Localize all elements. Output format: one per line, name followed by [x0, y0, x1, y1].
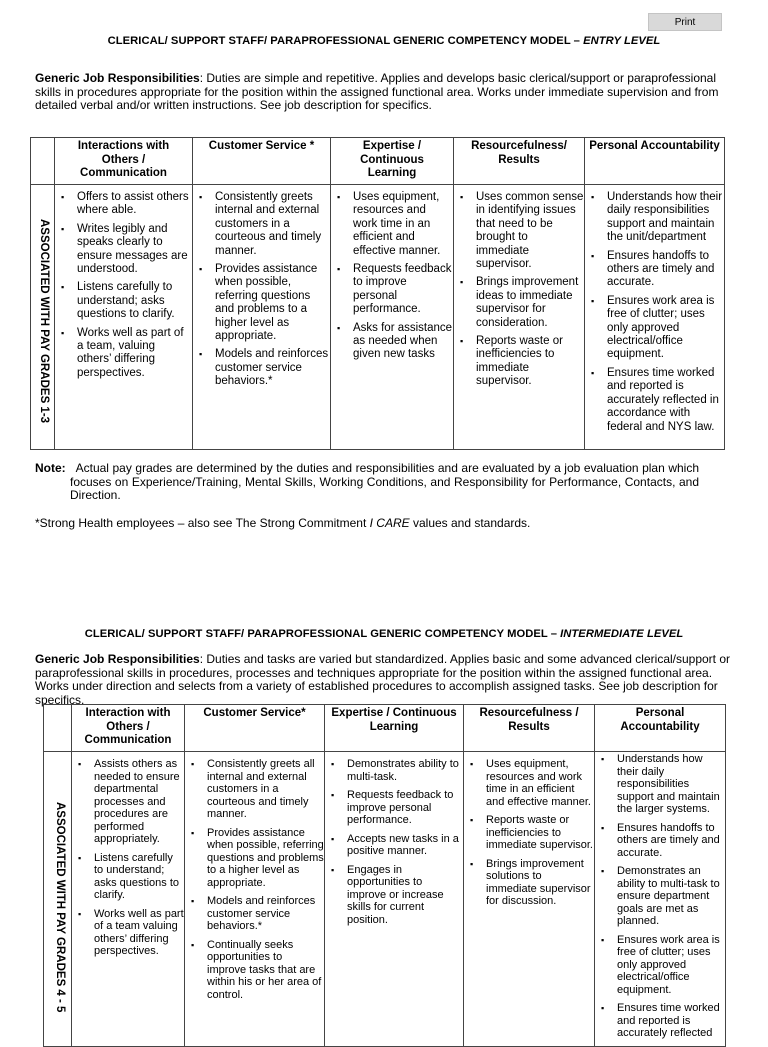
- list-item: ▪ Continually seeks opportunities to improve tasks that are within his or her area of control.: [185, 939, 324, 1002]
- list-item: ▪ Brings improvement solutions to immediate supervisor for discussion.: [464, 858, 594, 908]
- section1-col-0: [55, 185, 193, 450]
- section1-title-level: ENTRY LEVEL: [583, 35, 661, 47]
- list-item: ▪ Understands how their daily responsibilities support and maintain the larger systems.: [595, 753, 725, 816]
- section1-col-4: [585, 185, 725, 450]
- section2-side-cell: [44, 752, 72, 1047]
- list-item: ▪ Offers to assist others where able.: [55, 191, 192, 218]
- strong-care: I CARE: [369, 516, 410, 530]
- section1-title-main: CLERICAL/ SUPPORT STAFF/ PARAPROFESSIONAL GENERIC COMPETENCY MODEL –: [107, 35, 584, 47]
- list-item: ▪ Consistently greets internal and external customers in a courteous and timely manner.: [193, 191, 330, 258]
- list-item: ▪ Ensures handoffs to others are timely and accurate.: [585, 250, 724, 290]
- section2-header-2: Expertise / Continuous Learning: [325, 705, 464, 752]
- section2-col-1: [185, 752, 325, 1047]
- section2-header-4: Personal Accountability: [595, 705, 726, 752]
- list-item: ▪ Works well as part of a team, valuing others’ differing perspectives.: [55, 327, 192, 381]
- section1-competency-table: [30, 137, 725, 450]
- list-item: ▪ Provides assistance when possible, referring questions and problems to a higher level as appropriate.: [185, 827, 324, 890]
- section2-header-row: [44, 705, 726, 752]
- strong-health-note: [35, 516, 530, 530]
- section2-header-1: Customer Service*: [185, 705, 325, 752]
- list-item: ▪ Ensures work area is free of clutter; uses only approved electrical/office equipment.: [595, 934, 725, 997]
- section2-responsibilities: [35, 653, 733, 707]
- section2-title-main: CLERICAL/ SUPPORT STAFF/ PARAPROFESSIONAL GENERIC COMPETENCY MODEL –: [84, 628, 561, 640]
- section1-header-3: Resourcefulness/ Results: [454, 138, 585, 185]
- section1-col-1: [193, 185, 331, 450]
- section1-header-2: Expertise / Continuous Learning: [331, 138, 454, 185]
- list-item: ▪ Writes legibly and speaks clearly to ensure messages are understood.: [55, 223, 192, 277]
- section2-col-0: [72, 752, 185, 1047]
- list-item: ▪ Demonstrates ability to multi-task.: [325, 758, 463, 783]
- list-item: ▪ Uses equipment, resources and work time in an efficient and effective manner.: [464, 758, 594, 808]
- section2-title: [0, 628, 768, 640]
- list-item: ▪ Demonstrates an ability to multi-task to ensure department goals are met as planned.: [595, 865, 725, 928]
- section2-header-0: Interaction with Others / Communication: [72, 705, 185, 752]
- list-item: ▪ Engages in opportunities to improve or increase skills for current position.: [325, 864, 463, 927]
- list-item: ▪ Listens carefully to understand; asks questions to clarify.: [72, 852, 184, 902]
- list-item: ▪ Models and reinforces customer service behaviors.*: [185, 895, 324, 933]
- list-item: ▪ Ensures time worked and reported is accurately reflected in accordance with federal and NYS law.: [585, 367, 724, 434]
- section2-competency-table: [43, 704, 726, 1047]
- section2-resp-text: : Duties and tasks are varied but standardized. Applies basic and some advanced clerical/support or paraprofessional skills in procedures, processes and techniques appropriate for the position within the assigned functional area. Works under direction and selects from a variety of established procedures to accomplish assigned tasks. See job description for specifics.: [35, 652, 731, 707]
- section1-col-2: [331, 185, 454, 450]
- section2-header-blank: [44, 705, 72, 752]
- section2-body-row: [44, 752, 726, 1047]
- list-item: ▪ Reports waste or inefficiencies to immediate supervisor.: [464, 814, 594, 852]
- note-label: Note:: [35, 461, 66, 475]
- section1-header-0: Interactions with Others / Communication: [55, 138, 193, 185]
- list-item: ▪ Requests feedback to improve personal performance.: [331, 263, 453, 317]
- section2-col-3: [464, 752, 595, 1047]
- list-item: ▪ Understands how their daily responsibilities support and maintain the unit/department: [585, 191, 724, 245]
- section2-resp-label: Generic Job Responsibilities: [35, 652, 200, 666]
- section1-header-blank: [31, 138, 55, 185]
- list-item: ▪ Ensures time worked and reported is accurately reflected: [595, 1002, 725, 1040]
- section1-note: [35, 462, 699, 503]
- print-button[interactable]: Print: [648, 13, 722, 31]
- list-item: ▪ Asks for assistance as needed when given new tasks: [331, 322, 453, 362]
- list-item: ▪ Uses equipment, resources and work time in an efficient and effective manner.: [331, 191, 453, 258]
- section1-resp-text: : Duties are simple and repetitive. Applies and develops basic clerical/support or paraprofessional skills in procedures appropriate for the position within the assigned functional area. Works under immediate supervision and from detailed verbal and/or written instructions. See job description for specifics.: [35, 71, 719, 112]
- section1-col-3: [454, 185, 585, 450]
- section1-side-cell: [31, 185, 55, 450]
- list-item: ▪ Ensures handoffs to others are timely and accurate.: [595, 822, 725, 860]
- list-item: ▪ Provides assistance when possible, referring questions and problems to a higher level as appropriate.: [193, 263, 330, 343]
- list-item: ▪ Consistently greets all internal and external customers in a courteous and timely manner.: [185, 758, 324, 821]
- section2-col-2: [325, 752, 464, 1047]
- strong-suffix: values and standards.: [409, 516, 531, 530]
- list-item: ▪ Listens carefully to understand; asks questions to clarify.: [55, 281, 192, 321]
- strong-prefix: *Strong Health employees – also see The Strong Commitment: [35, 516, 370, 530]
- list-item: ▪ Accepts new tasks in a positive manner.: [325, 833, 463, 858]
- section2-side-label: ASSOCIATED WITH PAY GRADES 4 - 5: [53, 802, 66, 1013]
- section1-responsibilities: [35, 72, 733, 113]
- section2-col-4: [595, 752, 726, 1047]
- section1-header-4: Personal Accountability: [585, 138, 725, 185]
- note-text: Actual pay grades are determined by the duties and responsibilities and are evaluated by a job evaluation plan which focuses on Experience/Training, Mental Skills, Working Conditions, and Responsibility for Performance, Contacts, and Direction.: [70, 461, 699, 502]
- list-item: ▪ Uses common sense in identifying issues that need to be brought to immediate supervisor.: [454, 191, 584, 271]
- list-item: ▪ Ensures work area is free of clutter; uses only approved electrical/office equipment.: [585, 295, 724, 362]
- list-item: ▪ Assists others as needed to ensure departmental processes and procedures are performed appropriately.: [72, 758, 184, 846]
- section1-header-1: Customer Service *: [193, 138, 331, 185]
- list-item: ▪ Reports waste or inefficiencies to immediate supervisor.: [454, 335, 584, 389]
- section1-resp-label: Generic Job Responsibilities: [35, 71, 200, 85]
- section1-body-row: [31, 185, 725, 450]
- list-item: ▪ Brings improvement ideas to immediate supervisor for consideration.: [454, 276, 584, 330]
- section1-header-row: [31, 138, 725, 185]
- section1-side-label: ASSOCIATED WITH PAY GRADES 1-3: [37, 219, 50, 424]
- section2-title-level: INTERMEDIATE LEVEL: [560, 628, 684, 640]
- list-item: ▪ Requests feedback to improve personal performance.: [325, 789, 463, 827]
- list-item: ▪ Models and reinforces customer service behaviors.*: [193, 348, 330, 388]
- list-item: ▪ Works well as part of a team valuing others’ differing perspectives.: [72, 908, 184, 958]
- section1-title: [0, 35, 768, 47]
- section2-header-3: Resourcefulness / Results: [464, 705, 595, 752]
